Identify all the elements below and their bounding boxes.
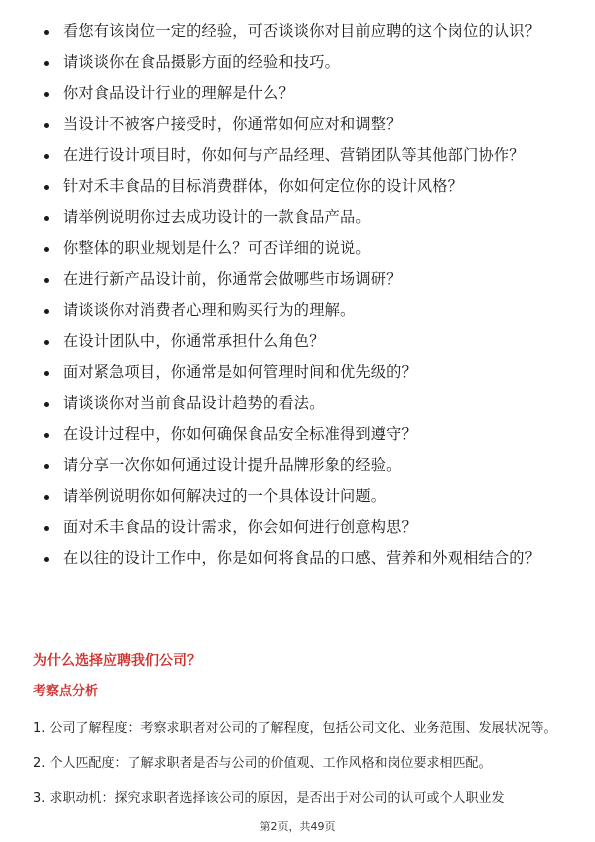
question-item [38,393,558,415]
analysis-item: 3. 求职动机：探究求职者选择该公司的原因，是否出于对公司的认可或个人职业发 [33,791,505,806]
page-number: 第2页，共49页 [259,820,336,833]
question-text: 在进行设计项目时，你如何与产品经理、营销团队等其他部门协作？ [63,146,525,164]
question-item [38,52,558,74]
question-item [38,455,558,477]
question-text: 在以往的设计工作中，你是如何将食品的口感、营养和外观相结合的？ [63,549,541,567]
analysis-heading: 考察点分析 [33,684,99,699]
bullet-icon [44,154,49,159]
bullet-icon [44,92,49,97]
question-item [38,207,558,229]
bullet-icon [44,526,49,531]
question-text: 请举例说明你过去成功设计的一款食品产品。 [63,208,371,226]
question-item [38,362,558,384]
question-item [38,300,558,322]
question-item [38,331,558,353]
question-item [38,21,558,43]
bullet-icon [44,123,49,128]
question-text: 请分享一次你如何通过设计提升品牌形象的经验。 [63,456,402,474]
question-text: 看您有该岗位一定的经验，可否谈谈你对目前应聘的这个岗位的认识？ [63,22,541,40]
question-item [38,269,558,291]
question-item [38,83,558,105]
bullet-icon [44,464,49,469]
question-item [38,238,558,260]
question-text: 在设计过程中，你如何确保食品安全标准得到遵守？ [63,425,417,443]
question-text: 请举例说明你如何解决过的一个具体设计问题。 [63,487,387,505]
question-text: 当设计不被客户接受时，你通常如何应对和调整？ [63,115,402,133]
bullet-icon [44,247,49,252]
bullet-icon [44,495,49,500]
analysis-item: 1. 公司了解程度：考察求职者对公司的了解程度，包括公司文化、业务范围、发展状况等。 [33,721,557,736]
bullet-icon [44,371,49,376]
question-item [38,486,558,508]
question-text: 请谈谈你对消费者心理和购买行为的理解。 [63,301,356,319]
question-text: 请谈谈你对当前食品设计趋势的看法。 [63,394,325,412]
bullet-icon [44,402,49,407]
question-text: 针对禾丰食品的目标消费群体，你如何定位你的设计风格？ [63,177,464,195]
question-item [38,176,558,198]
bullet-icon [44,278,49,283]
question-item [38,548,558,570]
bullet-icon [44,185,49,190]
analysis-list [33,705,560,819]
bullet-icon [44,433,49,438]
question-item [38,114,558,136]
bullet-icon [44,309,49,314]
question-text: 面对紧急项目，你通常是如何管理时间和优先级的？ [63,363,417,381]
question-text: 你对食品设计行业的理解是什么？ [63,84,294,102]
bullet-icon [44,340,49,345]
question-text: 请谈谈你在食品摄影方面的经验和技巧。 [63,53,340,71]
bullet-icon [44,216,49,221]
bullet-icon [44,30,49,35]
question-list [38,21,558,579]
question-item [38,424,558,446]
question-text: 在进行新产品设计前，你通常会做哪些市场调研？ [63,270,402,288]
question-item [38,517,558,539]
question-text: 面对禾丰食品的设计需求，你会如何进行创意构思？ [63,518,417,536]
question-text: 在设计团队中，你通常承担什么角色？ [63,332,325,350]
question-text: 你整体的职业规划是什么？可否详细的说说。 [63,239,371,257]
question-item [38,145,558,167]
section-title: 为什么选择应聘我们公司？ [33,653,201,669]
analysis-item: 2. 个人匹配度：了解求职者是否与公司的价值观、工作风格和岗位要求相匹配。 [33,756,492,771]
bullet-icon [44,61,49,66]
bullet-icon [44,557,49,562]
